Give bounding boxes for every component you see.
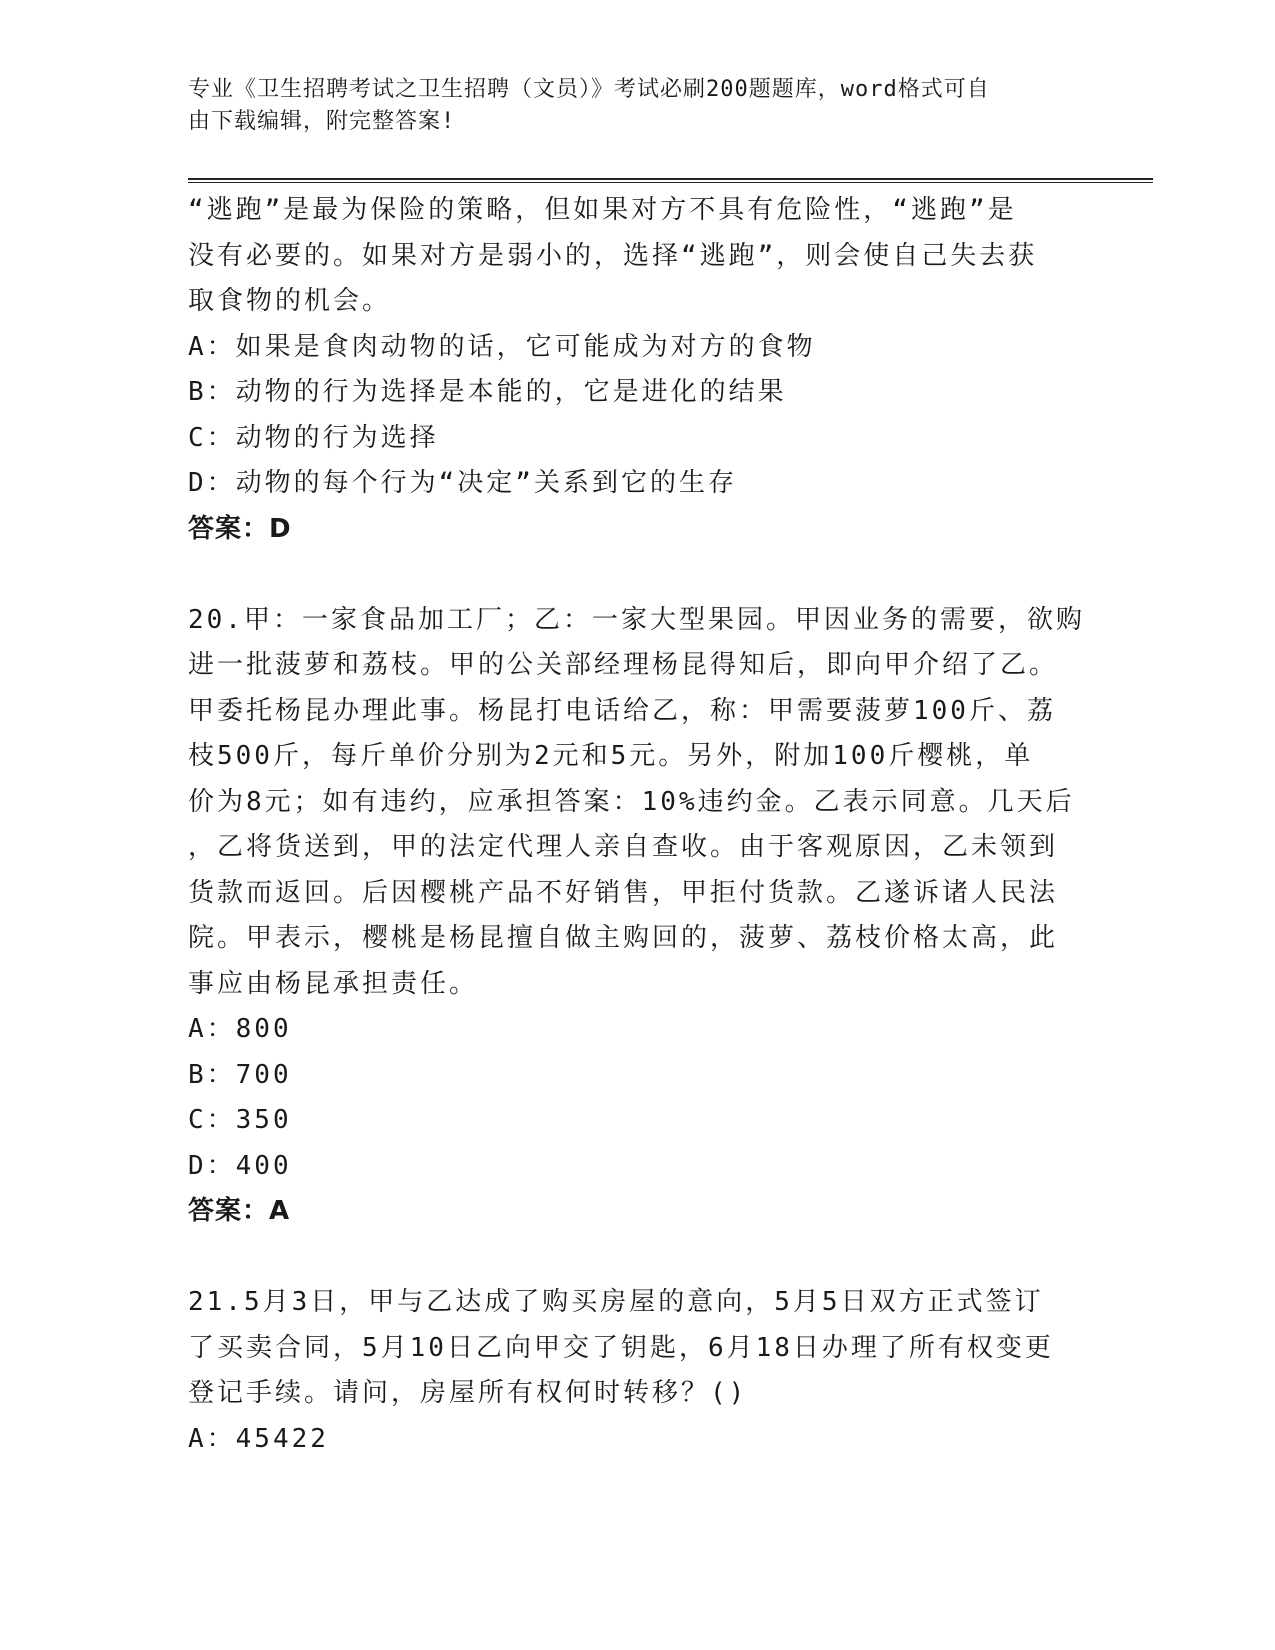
question-21	[188, 1280, 1088, 1462]
option-d: D：400	[188, 1150, 292, 1181]
question-stem-line: 登记手续。请问，房屋所有权何时转移？()	[188, 1378, 748, 1408]
question-stem-line: “逃跑”是最为保险的策略，但如果对方不具有危险性，“逃跑”是	[188, 195, 1017, 225]
answer-label: 答案：D	[188, 513, 292, 544]
question-20	[188, 598, 1088, 1235]
header-divider	[188, 178, 1153, 180]
question-stem-line: 事应由杨昆承担责任。	[188, 968, 479, 999]
question-stem-line: 了买卖合同，5月10日乙向甲交了钥匙，6月18日办理了所有权变更	[188, 1332, 1054, 1363]
option-b: B：700	[188, 1059, 292, 1090]
question-stem-line: 价为8元；如有违约，应承担答案：10%违约金。乙表示同意。几天后	[188, 786, 1075, 817]
question-stem-line: 甲委托杨昆办理此事。杨昆打电话给乙，称：甲需要菠萝100斤、荔	[188, 695, 1056, 726]
question-stem-line: 20.甲：一家食品加工厂；乙：一家大型果园。甲因业务的需要，欲购	[188, 604, 1085, 635]
question-gap	[188, 552, 1088, 598]
question-stem-line: 21.5月3日，甲与乙达成了购买房屋的意向，5月5日双方正式签订	[188, 1287, 1044, 1317]
document-body	[188, 188, 1088, 1462]
option-a: A：800	[188, 1014, 292, 1044]
question-stem-line: 枝500斤，每斤单价分别为2元和5元。另外，附加100斤樱桃，单	[188, 741, 1034, 771]
question-gap	[188, 1235, 1088, 1281]
option-d: D：动物的每个行为“决定”关系到它的生存	[188, 468, 737, 498]
header-line-2: 由下载编辑，附完整答案!	[188, 109, 456, 134]
question-stem-line: 取食物的机会。	[188, 286, 392, 316]
page-header	[188, 74, 1088, 138]
question-19	[188, 188, 1088, 552]
header-line-1: 专业《卫生招聘考试之卫生招聘（文员）》考试必刷200题题库，word格式可自	[188, 77, 990, 102]
question-stem-line: ，乙将货送到，甲的法定代理人亲自查收。由于客观原因，乙未领到	[188, 832, 1059, 862]
question-stem-line: 没有必要的。如果对方是弱小的，选择“逃跑”，则会使自己失去获	[188, 240, 1038, 271]
question-stem-line: 货款而返回。后因樱桃产品不好销售，甲拒付货款。乙遂诉诸人民法	[188, 877, 1059, 908]
option-c: C：动物的行为选择	[188, 422, 439, 453]
option-c: C：350	[188, 1105, 292, 1135]
question-stem-line: 院。甲表示，樱桃是杨昆擅自做主购回的，菠萝、荔枝价格太高，此	[188, 923, 1059, 953]
answer-label: 答案：A	[188, 1196, 291, 1226]
option-b: B：动物的行为选择是本能的，它是进化的结果	[188, 377, 787, 407]
question-stem-line: 进一批菠萝和荔枝。甲的公关部经理杨昆得知后，即向甲介绍了乙。	[188, 650, 1059, 680]
option-a: A：如果是食肉动物的话，它可能成为对方的食物	[188, 331, 816, 362]
option-a: A：45422	[188, 1423, 329, 1454]
